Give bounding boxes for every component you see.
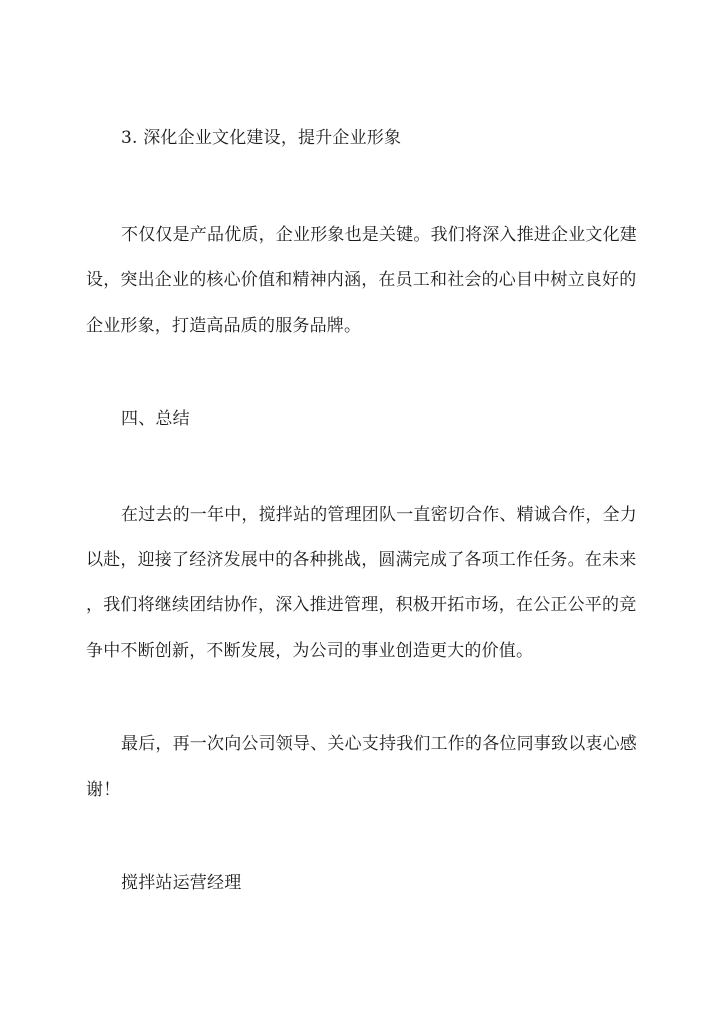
- paragraph-line: ，我们将继续团结协作，深入推进管理，积极开拓市场，在公正公平的竞: [86, 595, 637, 615]
- paragraph-line: 在过去的一年中，搅拌站的管理团队一直密切合作、精诚合作，全力: [121, 505, 637, 525]
- signature-text: 搅拌站运营经理: [121, 873, 242, 893]
- section-heading-culture: 3. 深化企业文化建设，提升企业形象: [121, 128, 402, 148]
- paragraph-line: 以赴，迎接了经济发展中的各种挑战，圆满完成了各项工作任务。在未来: [86, 550, 637, 570]
- paragraph-line: 不仅仅是产品优质，企业形象也是关键。我们将深入推进企业文化建: [121, 225, 637, 245]
- section-heading-summary: 四、总结: [121, 409, 190, 429]
- paragraph-line: 争中不断创新，不断发展，为公司的事业创造更大的价值。: [86, 641, 534, 661]
- paragraph-line: 企业形象，打造高品质的服务品牌。: [86, 316, 362, 336]
- paragraph-line: 谢！: [86, 780, 121, 800]
- paragraph-line: 设，突出企业的核心价值和精神内涵，在员工和社会的心目中树立良好的: [86, 270, 637, 290]
- paragraph-line: 最后，再一次向公司领导、关心支持我们工作的各位同事致以衷心感: [121, 734, 637, 754]
